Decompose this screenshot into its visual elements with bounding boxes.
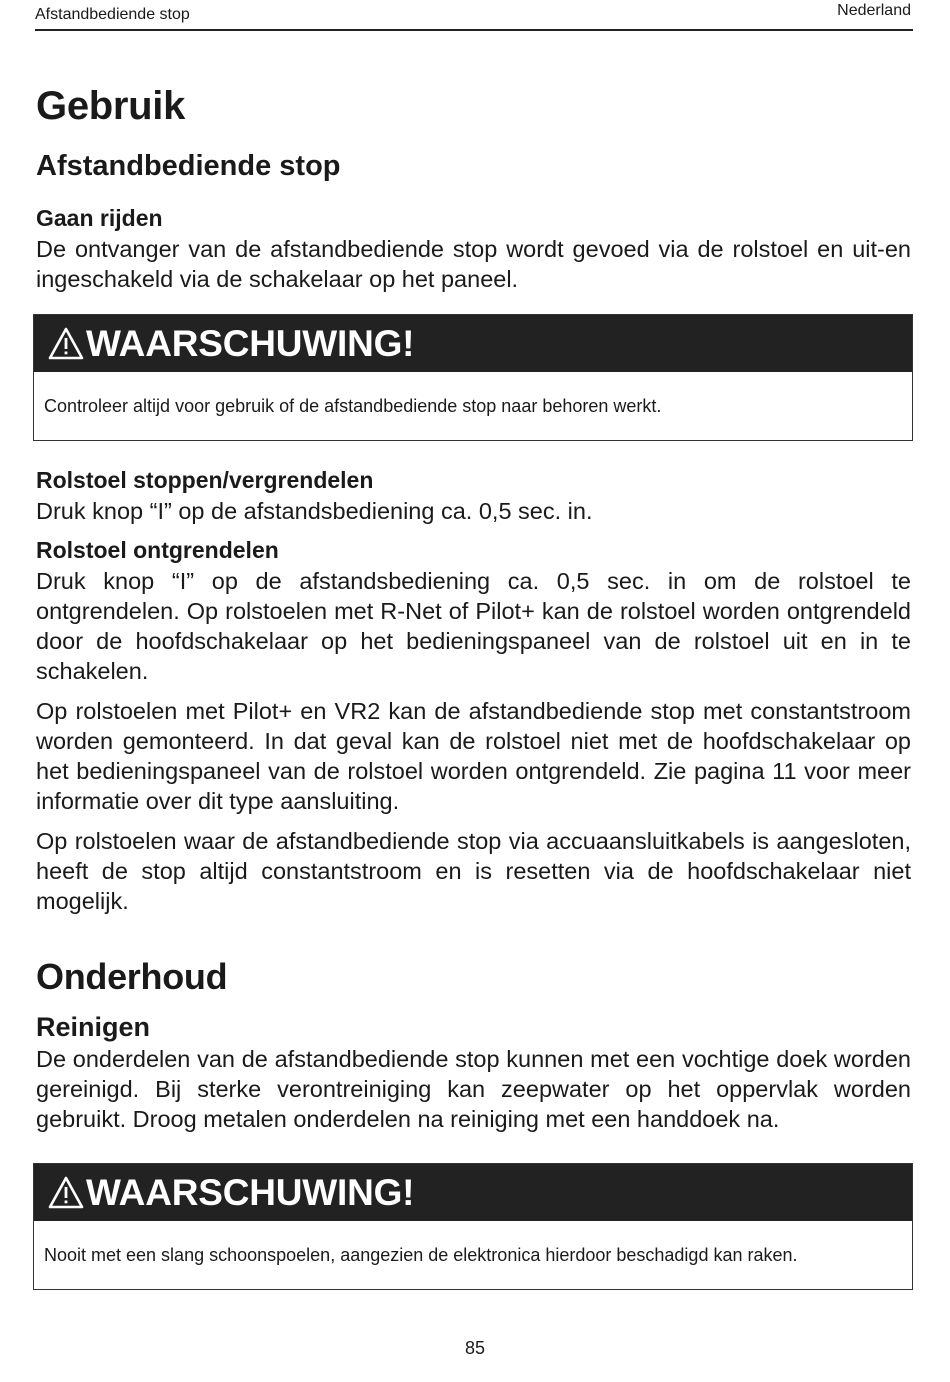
section-title-gebruik: Gebruik <box>36 84 186 128</box>
running-header <box>35 0 913 31</box>
warning-box-2 <box>33 1163 913 1290</box>
warning-triangle-icon <box>48 1175 84 1211</box>
heading-reinigen: Reinigen <box>36 1012 151 1042</box>
section-title-onderhoud: Onderhoud <box>36 956 228 997</box>
heading-rolstoel-stoppen: Rolstoel stoppen/vergrendelen <box>36 467 374 493</box>
subsection-title-afstandbediende-stop: Afstandbediende stop <box>36 150 341 182</box>
paragraph-rolstoel-stoppen: Druk knop “I” op de afstandsbediening ca. 0,5 sec. in. <box>36 498 593 524</box>
paragraph-gaan-rijden: De ontvanger van de afstandbediende stop wordt gevoed via de rolstoel en uit-en ingeschakeld via de schakelaar op het paneel. <box>36 236 911 292</box>
warning-title: WAARSCHUWING! <box>86 1171 415 1213</box>
warning-box-1 <box>33 314 913 441</box>
paragraph-pilot-vr2: Op rolstoelen met Pilot+ en VR2 kan de afstandbediende stop met constantstroom worden gemonteerd. In dat geval kan de rolstoel niet met de hoofdschakelaar op het bedieningspaneel van de rolstoel worden ontgrendeld. Zie pagina 11 voor meer informatie over dit type aansluiting. <box>36 698 911 814</box>
warning-triangle-icon <box>48 326 84 362</box>
header-language: Nederland <box>837 2 911 19</box>
warning-text: Controleer altijd voor gebruik of de afstandbediende stop naar behoren werkt. <box>44 396 662 416</box>
heading-rolstoel-ontgrendelen: Rolstoel ontgrendelen <box>36 537 279 563</box>
warning-header <box>34 1164 912 1221</box>
warning-header <box>34 315 912 372</box>
warning-title: WAARSCHUWING! <box>86 322 415 364</box>
heading-gaan-rijden: Gaan rijden <box>36 205 163 231</box>
paragraph-reinigen: De onderdelen van de afstandbediende stop kunnen met een vochtige doek worden gereinigd. Bij sterke verontreiniging kan zeepwater op het oppervlak worden gebruikt. Droog metalen onderdelen na reiniging met een handdoek na. <box>36 1046 911 1132</box>
header-document-title: Afstandbediende stop <box>35 6 190 23</box>
paragraph-rolstoel-ontgrendelen: Druk knop “I” op de afstandsbediening ca. 0,5 sec. in om de rolstoel te ontgrendelen. Op rolstoelen met R-Net of Pilot+ kan de rolstoel worden ontgrendeld door de hoofdschakelaar op het bedieningspaneel van de rolstoel uit en in te schakelen. <box>36 568 911 684</box>
warning-text: Nooit met een slang schoonspoelen, aangezien de elektronica hierdoor beschadigd kan raken. <box>44 1245 798 1265</box>
paragraph-accuaansluitkabels: Op rolstoelen waar de afstandbediende stop via accuaansluitkabels is aangesloten, heeft de stop altijd constantstroom en is resetten via de hoofdschakelaar niet mogelijk. <box>36 828 911 914</box>
page-number: 85 <box>464 1338 486 1358</box>
